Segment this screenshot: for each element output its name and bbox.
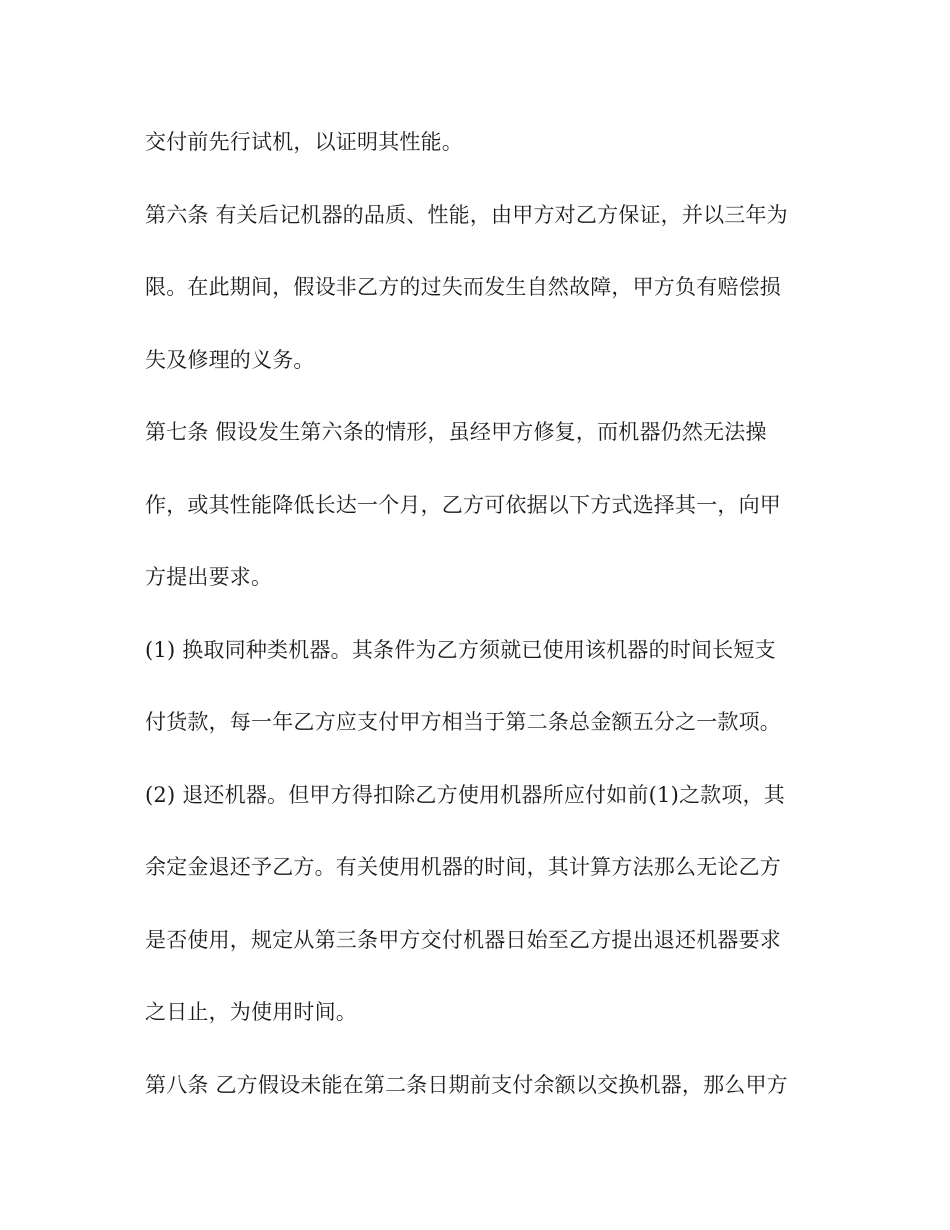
text-line: (1) 换取同种类机器。其条件为乙方须就已使用该机器的时间长短支 — [145, 638, 776, 662]
text-line: 是否使用，规定从第三条甲方交付机器日始至乙方提出退还机器要求 — [145, 928, 781, 952]
text-line: 作，或其性能降低长达一个月，乙方可依据以下方式选择其一，向甲 — [145, 493, 781, 517]
text-line: 付货款，每一年乙方应支付甲方相当于第二条总金额五分之一款项。 — [145, 710, 781, 734]
text-line: (2) 退还机器。但甲方得扣除乙方使用机器所应付如前(1)之款项，其 — [145, 783, 785, 807]
text-line: 限。在此期间，假设非乙方的过失而发生自然故障，甲方负有赔偿损 — [145, 275, 781, 299]
text-line: 第七条 假设发生第六条的情形，虽经甲方修复，而机器仍然无法操 — [145, 420, 767, 444]
text-line: 第八条 乙方假设未能在第二条日期前支付余额以交换机器，那么甲方 — [145, 1073, 788, 1097]
text-line: 之日止，为使用时间。 — [145, 1000, 357, 1024]
text-line: 交付前先行试机，以证明其性能。 — [145, 130, 463, 154]
text-line: 失及修理的义务。 — [145, 348, 315, 372]
text-line: 第六条 有关后记机器的品质、性能，由甲方对乙方保证，并以三年为 — [145, 203, 788, 227]
text-line: 方提出要求。 — [145, 565, 273, 589]
text-line: 余定金退还予乙方。有关使用机器的时间，其计算方法那么无论乙方 — [145, 855, 781, 879]
